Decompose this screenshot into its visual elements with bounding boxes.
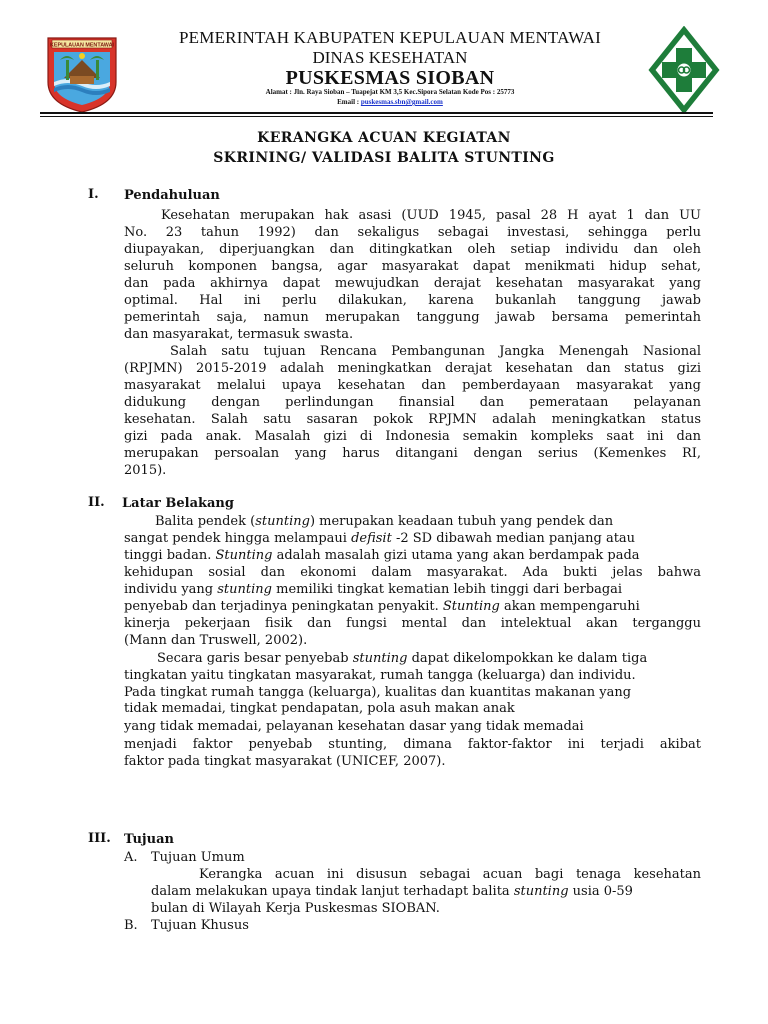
s1-p2-line-6: gizi pada anak. Masalah gizi di Indonesia semakin kompleks saat ini dan — [124, 429, 701, 444]
header-email-line — [130, 98, 650, 106]
s1-p2-line-3: masyarakat melalui upaya kesehatan dan pemberdayaan masyarakat yang — [124, 378, 701, 393]
s2-p1-line-4: kehidupan sosial dan ekonomi dalam masyarakat. Ada bukti jelas bahwa — [124, 565, 701, 580]
s2-p1-line-7: kinerja pekerjaan fisik dan fungsi mental dan intelektual akan terganggu — [124, 616, 701, 631]
email-link[interactable]: puskesmas.sbn@gmail.com — [360, 98, 443, 106]
s1-p2-line-5: kesehatan. Salah satu sasaran pokok RPJMN adalah meningkatkan status — [124, 412, 701, 427]
kabupaten-mentawai-logo — [44, 30, 120, 114]
s1-p2-line-7: merupakan persoalan yang harus ditangani dengan serius (Kemenkes RI, — [124, 446, 701, 461]
s1-p1-line-2: No. 23 tahun 1992) dan sekaligus sebagai investasi, sehingga perlu — [124, 225, 701, 240]
s1-p1-line-1: Kesehatan merupakan hak asasi (UUD 1945, pasal 28 H ayat 1 dan UU — [161, 208, 701, 223]
s1-p1-line-5: dan pada akhirnya dapat mewujudkan derajat kesehatan masyarakat yang — [124, 276, 701, 291]
section-1-number: I. — [88, 187, 99, 202]
s3-b-heading: Tujuan Khusus — [151, 918, 249, 933]
header-department-line: DINAS KESEHATAN — [312, 48, 468, 67]
s2-p2-line-5: yang tidak memadai, pelayanan kesehatan dasar yang tidak memadai — [124, 719, 584, 734]
s3-a-line-2: dalam melakukan upaya tindak lanjut terhadapt balita stunting usia 0-59 — [151, 884, 633, 899]
s3-a-line-1: Kerangka acuan ini disusun sebagai acuan bagi tenaga kesehatan — [199, 867, 701, 882]
section-2-heading: Latar Belakang — [122, 496, 234, 511]
s2-p2-line-3: Pada tingkat rumah tangga (keluarga), kualitas dan kuantitas makanan yang — [124, 685, 632, 700]
s2-p1-line-5: individu yang stunting memiliki tingkat kematian lebih tinggi dari berbagai — [124, 582, 623, 597]
s3-a-heading: Tujuan Umum — [151, 850, 245, 865]
section-3-number: III. — [88, 831, 111, 846]
s2-p1-line-1: Balita pendek (stunting) merupakan keadaan tubuh yang pendek dan — [155, 514, 614, 529]
s1-p1-line-7: pemerintah saja, namun merupakan tanggung jawab bersama pemerintah — [124, 310, 701, 325]
s3-a-label: A. — [124, 850, 138, 865]
s1-p1-line-3: diupayakan, diperjuangkan dan ditingkatkan oleh setiap individu dan oleh — [124, 242, 701, 257]
logo-banner-text: KEPULAUAN MENTAWAI — [50, 42, 114, 49]
s2-p1-line-8: (Mann dan Truswell, 2002). — [124, 633, 308, 648]
header-rule-thin — [40, 116, 713, 117]
s1-p2-line-2: (RPJMN) 2015-2019 adalah meningkatkan derajat kesehatan dan status gizi — [124, 361, 701, 376]
section-1-heading: Pendahuluan — [124, 188, 220, 203]
s2-p1-line-2: sangat pendek hingga melampaui defisit -2 SD dibawah median panjang atau — [124, 531, 636, 546]
document-title: KERANGKA ACUAN KEGIATAN — [257, 130, 511, 146]
s1-p1-line-4: seluruh komponen bangsa, agar masyarakat dapat menikmati hidup sehat, — [124, 259, 701, 274]
s2-p1-line-3: tinggi badan. Stunting adalah masalah gizi utama yang akan berdampak pada — [124, 548, 640, 563]
document-subtitle: SKRINING/ VALIDASI BALITA STUNTING — [213, 150, 555, 166]
s2-p1-line-6: penyebab dan terjadinya peningkatan penyakit. Stunting akan mempengaruhi — [124, 599, 640, 614]
s2-p2-line-6: menjadi faktor penyebab stunting, dimana faktor-faktor ini terjadi akibat — [124, 737, 701, 752]
header-puskesmas-name: PUSKESMAS SIOBAN — [285, 67, 495, 89]
s2-p2-line-2: tingkatan yaitu tingkatan masyarakat, rumah tangga (keluarga) dan individu. — [124, 668, 636, 683]
section-3-heading: Tujuan — [124, 832, 174, 847]
s2-p2-line-1: Secara garis besar penyebab stunting dapat dikelompokkan ke dalam tiga — [157, 651, 648, 666]
header-rule-thick — [40, 112, 713, 114]
s3-b-label: B. — [124, 918, 138, 933]
header-address: Alamat : Jln. Raya Sioban – Tuapejat KM 3,5 Kec.Sipora Selatan Kode Pos : 25773 — [265, 88, 515, 96]
s3-a-line-3: bulan di Wilayah Kerja Puskesmas SIOBAN. — [151, 901, 440, 916]
s2-p2-line-7: faktor pada tingkat masyarakat (UNICEF, 2007). — [124, 754, 446, 769]
s1-p2-line-1: Salah satu tujuan Rencana Pembangunan Jangka Menengah Nasional — [170, 344, 701, 359]
s1-p1-line-8: dan masyarakat, termasuk swasta. — [124, 327, 354, 342]
s1-p1-line-6: optimal. Hal ini perlu dilakukan, karena bukanlah tanggung jawab — [124, 293, 701, 308]
header-government-line: PEMERINTAH KABUPATEN KEPULAUAN MENTAWAI — [179, 28, 601, 47]
s2-p2-line-4: tidak memadai, tingkat pendapatan, pola asuh makan anak — [124, 701, 515, 716]
s1-p2-line-4: didukung dengan perlindungan finansial dan pemerataan pelayanan — [124, 395, 701, 410]
email-label: Email : — [337, 98, 360, 106]
puskesmas-logo — [648, 26, 720, 114]
s1-p2-line-8: 2015). — [124, 463, 167, 478]
section-2-number: II. — [88, 495, 105, 510]
